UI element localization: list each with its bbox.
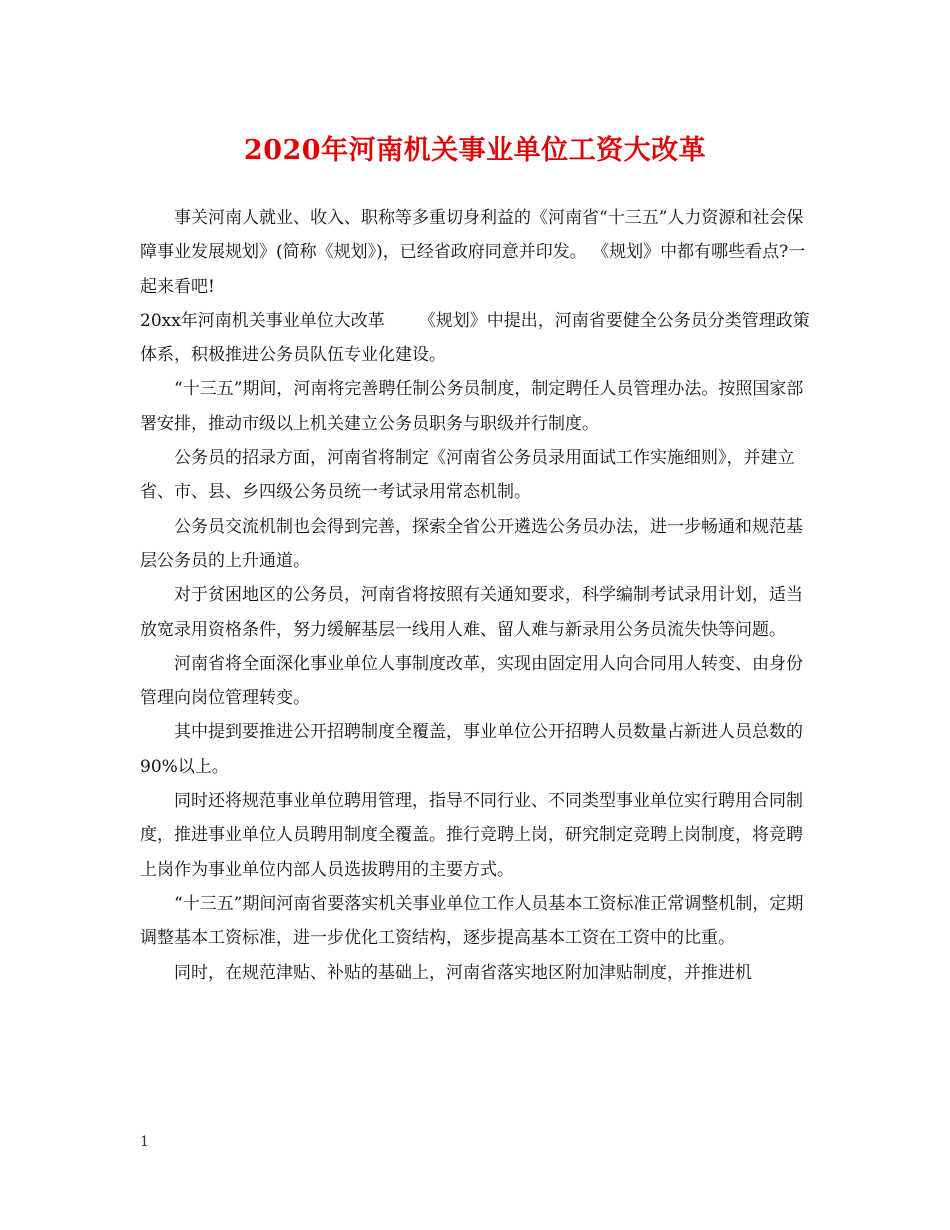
paragraph-4: 公务员的招录方面，河南省将制定《河南省公务员录用面试工作实施细则》，并建立省、市、县、乡四级公务员统一考试录用常态机制。 <box>140 448 795 503</box>
document-body <box>140 201 812 990</box>
paragraph-8: 其中提到要推进公开招聘制度全覆盖，事业单位公开招聘人员数量占新进人员总数的90%以上。 <box>140 722 803 777</box>
paragraph-7: 河南省将全面深化事业单位人事制度改革，实现由固定用人向合同用人转变、由身份管理向岗位管理转变。 <box>140 653 803 709</box>
document-title: 2020年河南机关事业单位工资大改革 <box>243 135 707 166</box>
paragraph-9: 同时还将规范事业单位聘用管理，指导不同行业、不同类型事业单位实行聘用合同制度，推进事业单位人员聘用制度全覆盖。推行竞聘上岗，研究制定竞聘上岗制度，将竞聘上岗作为事业单位内部人员选拔聘用的主要方式。 <box>140 791 803 880</box>
paragraph-11: 同时，在规范津贴、补贴的基础上，河南省落实地区附加津贴制度，并推进机 <box>174 962 752 983</box>
paragraph-10: “十三五”期间河南省要落实机关事业单位工作人员基本工资标准正常调整机制，定期调整基本工资标准，进一步优化工资结构，逐步提高基本工资在工资中的比重。 <box>140 893 804 949</box>
paragraph-2-text: 《规划》中提出，河南省要健全公务员分类管理政策体系，积极推进公务员队伍专业化建设。 <box>140 310 810 366</box>
subheading: 20xx年河南机关事业单位大改革 <box>140 310 385 331</box>
paragraph-3: “十三五”期间，河南将完善聘任制公务员制度，制定聘任人员管理办法。按照国家部署安排，推动市级以上机关建立公务员职务与职级并行制度。 <box>140 379 804 434</box>
paragraph-5: 公务员交流机制也会得到完善，探索全省公开遴选公务员办法，进一步畅通和规范基层公务员的上升通道。 <box>140 516 803 571</box>
paragraph-1: 事关河南人就业、收入、职称等多重切身利益的《河南省“十三五”人力资源和社会保障事业发展规划》(简称《规划》)，已经省政府同意并印发。 《规划》中都有哪些看点?一起来看吧! <box>140 208 806 297</box>
paragraph-2 <box>140 304 812 373</box>
page-number: 1 <box>140 1134 149 1150</box>
paragraph-6: 对于贫困地区的公务员，河南省将按照有关通知要求，科学编制考试录用计划，适当放宽录用资格条件，努力缓解基层一线用人难、留人难与新录用公务员流失快等问题。 <box>140 585 803 640</box>
